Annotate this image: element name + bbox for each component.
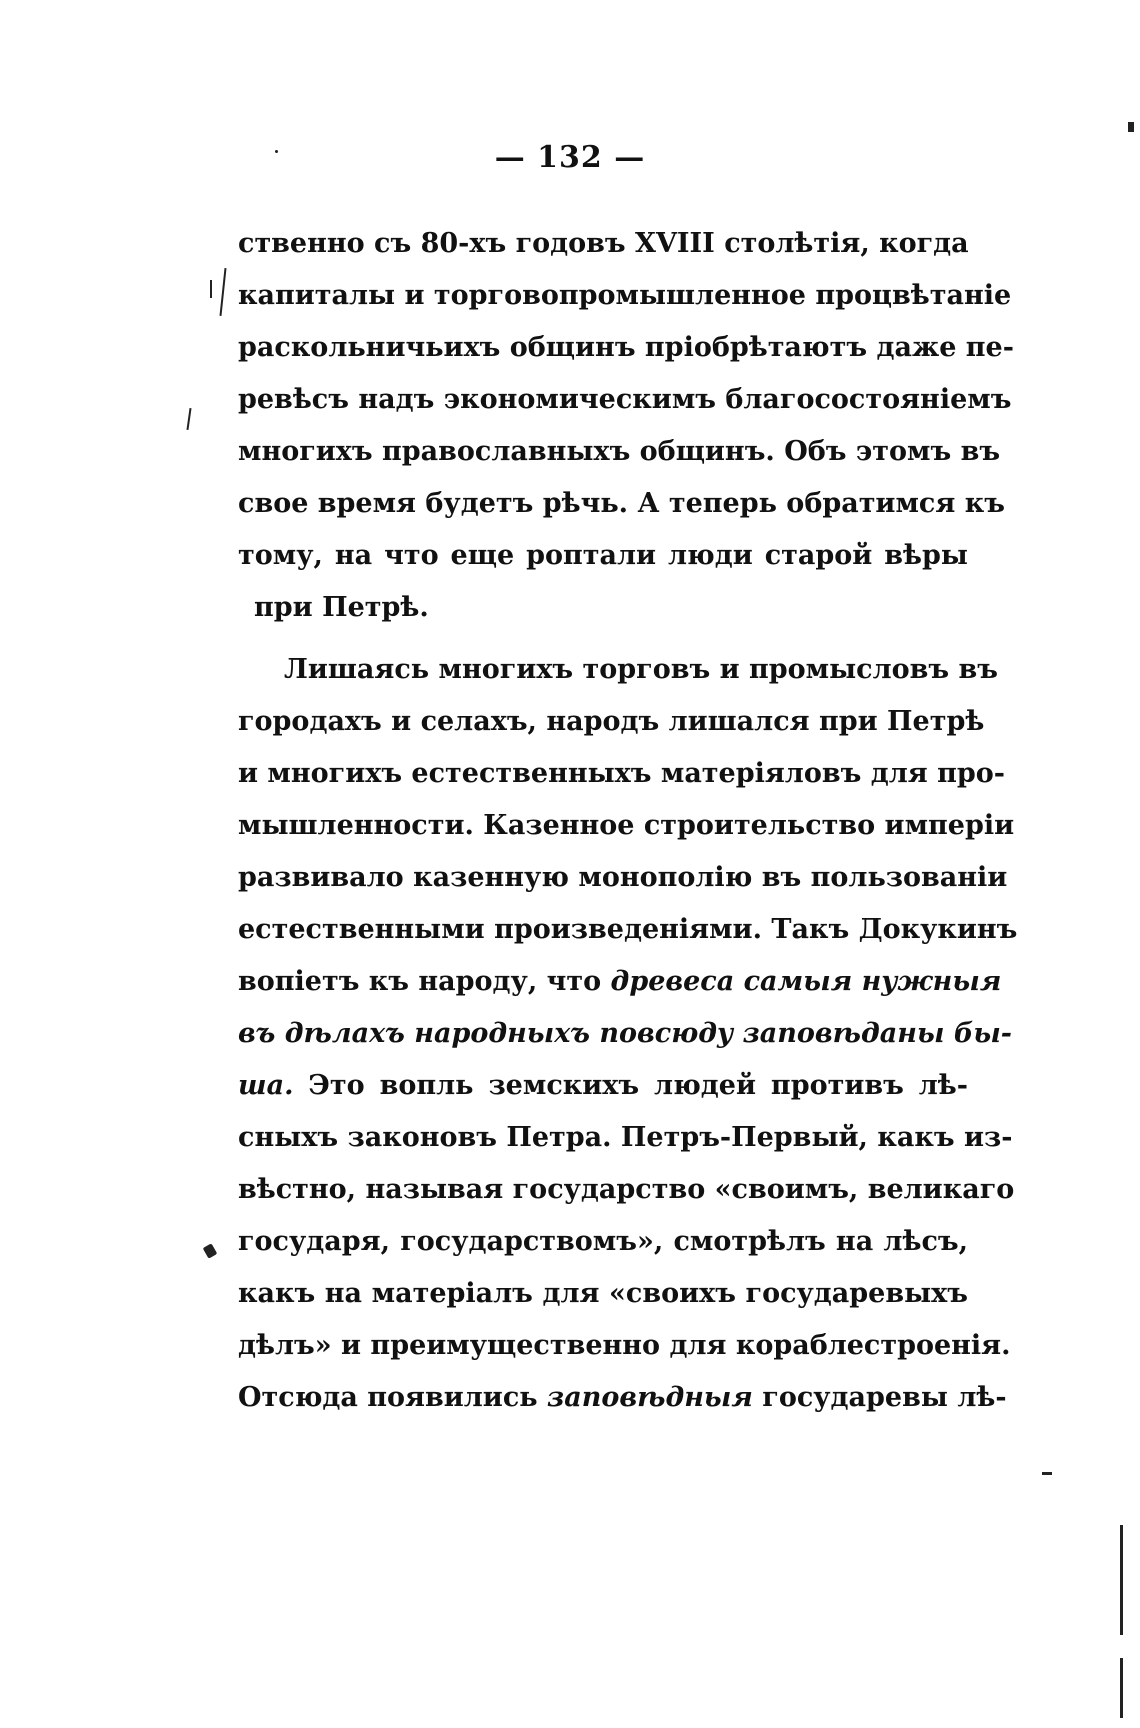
page-number: — 132 — (494, 140, 646, 175)
text-line: раскольничьихъ общинъ пріобрѣтаютъ даже пе- (238, 332, 1014, 363)
text-line: свое время будетъ рѣчь. А теперь обратимся къ (238, 488, 1005, 519)
margin-pencil-mark (186, 408, 191, 430)
edge-scan-mark (1042, 1472, 1052, 1475)
text-line: Лишаясь многихъ торговъ и промысловъ въ (284, 654, 998, 685)
text-segment: государевы лѣ- (752, 1382, 1007, 1413)
text-line: государя, государствомъ», смотрѣлъ на лѣсъ, (238, 1226, 968, 1257)
italic-quote: ша. (238, 1070, 294, 1101)
margin-pencil-mark (219, 268, 226, 316)
text-line: и многихъ естественныхъ матеріяловъ для про- (238, 758, 1005, 789)
text-line: какъ на матеріалъ для «своихъ государевыхъ (238, 1278, 968, 1309)
text-segment: вопіетъ къ народу, что (238, 966, 611, 997)
text-line: ственно съ 80-хъ годовъ XVIII столѣтія, когда (238, 228, 969, 259)
text-line: вѣстно, называя государство «своимъ, великаго (238, 1174, 1015, 1205)
text-line: естественными произведеніями. Такъ Докукинъ (238, 914, 1018, 945)
dust-speck (275, 150, 278, 153)
text-line: капиталы и торговопромышленное процвѣтаніе (238, 280, 1012, 311)
body-text (238, 218, 1018, 1424)
margin-ink-mark (203, 1243, 218, 1258)
text-line: мышленности. Казенное строительство имперіи (238, 810, 1015, 841)
text-line: сныхъ законовъ Петра. Петръ-Первый, какъ из- (238, 1122, 1013, 1153)
text-line (238, 1060, 968, 1112)
text-line: тому, на что еще роптали люди старой вѣры (238, 540, 968, 571)
text-line: ревѣсъ надъ экономическимъ благосостояніемъ (238, 384, 1012, 415)
text-line: городахъ и селахъ, народъ лишался при Петрѣ (238, 706, 985, 737)
text-line (238, 1008, 1013, 1060)
italic-quote: древеса самыя нужныя (610, 966, 1002, 997)
edge-scan-mark (1120, 1658, 1123, 1718)
text-line: развивало казенную монополію въ пользованіи (238, 862, 1008, 893)
italic-quote: въ дѣлахъ народныхъ повсюду заповѣданы бы- (238, 1018, 1013, 1049)
text-line: многихъ православныхъ общинъ. Объ этомъ въ (238, 436, 1001, 467)
italic-word: заповѣдныя (547, 1382, 753, 1413)
edge-scan-mark (1128, 122, 1134, 132)
text-segment: Отсюда появились (238, 1382, 547, 1413)
text-segment: Это вопль земскихъ людей противъ лѣ- (293, 1070, 968, 1101)
text-line (238, 956, 1002, 1008)
text-line: при Петрѣ. (254, 592, 429, 623)
text-line: дѣлъ» и преимущественно для кораблестроенія. (238, 1330, 1011, 1361)
text-line (238, 1372, 1007, 1424)
margin-pencil-mark (210, 280, 212, 298)
edge-scan-mark (1120, 1525, 1123, 1635)
